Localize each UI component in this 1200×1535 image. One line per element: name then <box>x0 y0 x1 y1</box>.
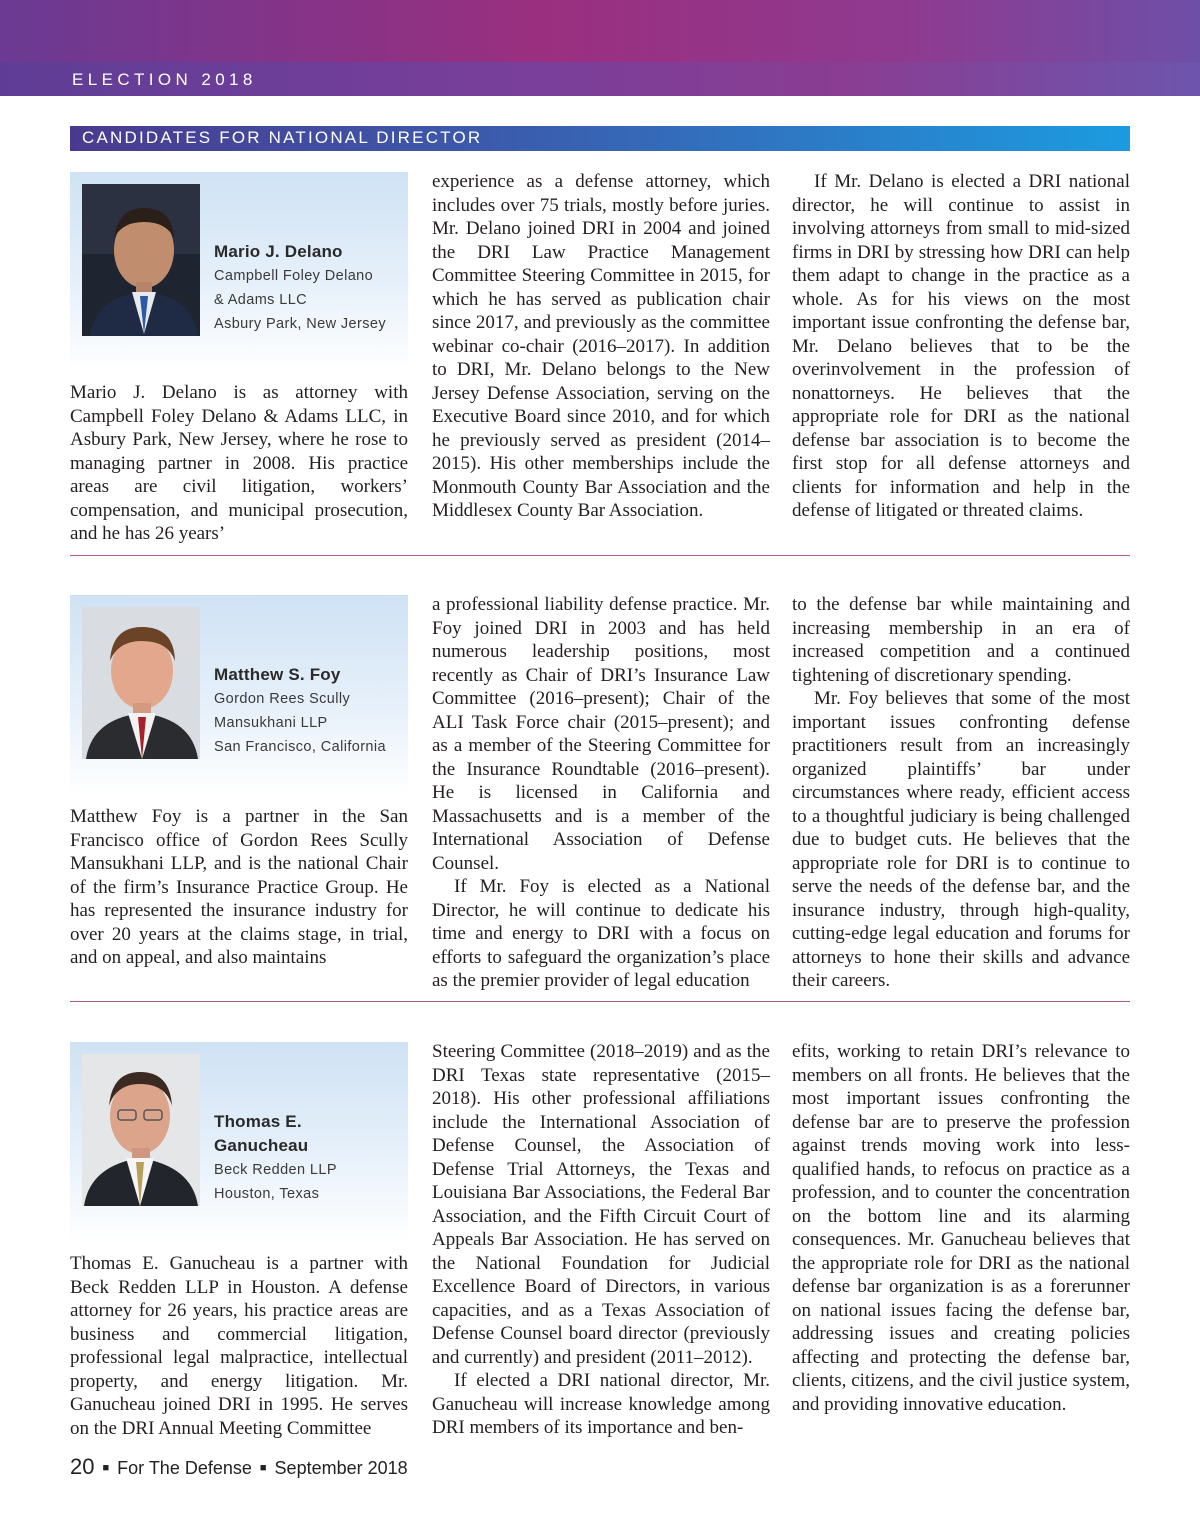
bio-ganucheau-col1 <box>70 1252 408 1440</box>
issue-date: September 2018 <box>274 1458 408 1478</box>
paragraph: efits, working to retain DRI’s relevance to members on all fronts. He believes that the most important issues confronting the defense bar are to preserve the profession against trends moving work into less-qualified hands, to refocus on practice as a profession, and to counter the concentration on the bottom line and its alarming consequences. Mr. Ganucheau believes that the appropriate role for DRI as the national defense bar organization is as a forerunner on national issues facing the defense bar, addressing issues and creating policies affecting and protecting the defense bar, clients, citizens, and the civil justice system, and providing innovative education. <box>792 1041 1130 1415</box>
page-number: 20 <box>70 1454 95 1479</box>
candidate-photo-foy <box>82 607 200 759</box>
candidate-profile-delano <box>70 172 408 372</box>
paragraph: a professional liability defense practice. Mr. Foy joined DRI in 2003 and has held numerous leadership positions, most recently as Chair of DRI’s Insurance Law Committee (2016–present); Chair of the ALI Task Force chair (2015–present); and as a member of the Steering Committee for the Insurance Roundtable (2016–present). He is licensed in California and Massachusetts and is a member of the International Association of Defense Counsel. <box>432 594 770 874</box>
candidate-location: San Francisco, California <box>214 739 386 755</box>
bio-delano-col3 <box>792 170 1130 523</box>
separator-square-icon: ■ <box>259 1462 267 1474</box>
candidate-firm: Gordon Rees Scully <box>214 691 351 707</box>
candidate-firm-cont: & Adams LLC <box>214 292 308 308</box>
paragraph: Matthew Foy is a partner in the San Francisco office of Gordon Rees Scully Mansukhani LLP, and is the national Chair of the firm’s Insurance Practice Group. He has represented the insurance industry for over 20 years at the claims stage, in trial, and on appeal, and also maintains <box>70 806 408 968</box>
paragraph: to the defense bar while maintaining and increasing membership in an era of increased competition and a continued tightening of discretionary spending. <box>792 594 1130 686</box>
page-footer <box>70 1454 408 1480</box>
bio-foy-col1 <box>70 805 408 970</box>
candidate-photo-ganucheau <box>82 1054 200 1206</box>
paragraph: Steering Committee (2018–2019) and as the DRI Texas state representative (2015–2018). His other professional affiliations include the International Association of Defense Counsel, the Association of Defense Trial Attorneys, the Texas and Louisiana Bar Associations, the Federal Bar Association, and the Fifth Circuit Court of Appeals Bar Association. He has served on the National Foundation for Judicial Excellence Board of Directors, in various capacities, and as a Texas Association of Defense Counsel board director (previously and currently) and president (2011–2012). <box>432 1041 770 1368</box>
bio-delano-col1 <box>70 381 408 546</box>
bio-ganucheau-col3 <box>792 1040 1130 1416</box>
divider <box>70 555 1130 556</box>
paragraph: If Mr. Foy is elected as a National Director, he will continue to dedicate his time and energy to DRI with a focus on efforts to safeguard the organization’s place as the premier provider of legal education <box>432 876 770 991</box>
banner-title: CANDIDATES FOR NATIONAL DIRECTOR <box>82 128 483 147</box>
candidate-profile-ganucheau <box>70 1042 408 1242</box>
candidate-profile-foy <box>70 595 408 795</box>
candidate-caption-delano <box>214 240 386 336</box>
candidate-photo-delano <box>82 184 200 336</box>
candidates-banner <box>70 126 1130 151</box>
paragraph: experience as a defense attorney, which includes over 75 trials, mostly before juries. Mr. Delano joined DRI in 2004 and joined the DRI Law Practice Management Committee Steering Committee in 2015, for which he has served as publication chair since 2017, and previously as the committee webinar co-chair (2016–2017). In addition to DRI, Mr. Delano belongs to the New Jersey Defense Association, serving on the Executive Board since 2010, and for which he previously served as president (2014–2015). His other memberships include the Monmouth County Bar Association and the Middlesex County Bar Association. <box>432 171 770 521</box>
paragraph: Mario J. Delano is as attorney with Campbell Foley Delano & Adams LLC, in Asbury Park, New Jersey, where he rose to managing partner in 2008. His practice areas are civil litigation, workers’ compensation, and municipal prosecution, and he has 26 years’ <box>70 382 408 544</box>
candidate-firm-cont: Mansukhani LLP <box>214 715 328 731</box>
publication-name: For The Defense <box>117 1458 252 1478</box>
candidate-location: Asbury Park, New Jersey <box>214 316 386 332</box>
paragraph: If elected a DRI national director, Mr. Ganucheau will increase knowledge among DRI members of its importance and ben- <box>432 1370 770 1438</box>
paragraph: Thomas E. Ganucheau is a partner with Beck Redden LLP in Houston. A defense attorney for 26 years, his practice areas are business and commercial litigation, professional legal malpractice, intellectual property, and energy litigation. Mr. Ganucheau joined DRI in 1995. He serves on the DRI Annual Meeting Committee <box>70 1253 408 1439</box>
separator-square-icon: ■ <box>102 1462 110 1474</box>
paragraph: If Mr. Delano is elected a DRI national director, he will continue to assist in involving attorneys from small to mid-sized firms in DRI by stressing how DRI can help them adapt to change in the practice as a whole. As for his views on the most important issue confronting the defense bar, Mr. Delano believes that to be the overinvolvement in the profession of nonattorneys. He believes that the appropriate role for DRI as the national defense bar association is to become the first stop for all defense attorneys and clients for information and help in the defense of litigated or threated claims. <box>792 171 1130 521</box>
divider <box>70 1001 1130 1002</box>
section-label: ELECTION 2018 <box>72 70 257 89</box>
bio-foy-col3 <box>792 593 1130 993</box>
bio-foy-col2 <box>432 593 770 993</box>
candidate-location: Houston, Texas <box>214 1186 320 1202</box>
bio-ganucheau-col2 <box>432 1040 770 1440</box>
candidate-name-cont: Ganucheau <box>214 1136 309 1155</box>
paragraph: Mr. Foy believes that some of the most important issues confronting defense practitioners result from an increasingly organized plaintiffs’ bar under circumstances where ready, efficient access to a thoughtful judiciary is being challenged due to budget cuts. He believes that the appropriate role for DRI is to continue to serve the needs of the defense bar, and the insurance industry, through high-quality, cutting-edge legal education and forums for attorneys to hone their skills and advance their careers. <box>792 688 1130 991</box>
candidate-caption-ganucheau <box>214 1110 337 1206</box>
candidate-firm: Beck Redden LLP <box>214 1162 337 1178</box>
bio-delano-col2 <box>432 170 770 523</box>
candidate-name: Mario J. Delano <box>214 242 343 261</box>
candidate-name: Thomas E. <box>214 1112 302 1131</box>
candidate-firm: Campbell Foley Delano <box>214 268 374 284</box>
candidate-name: Matthew S. Foy <box>214 665 341 684</box>
candidate-caption-foy <box>214 663 386 759</box>
